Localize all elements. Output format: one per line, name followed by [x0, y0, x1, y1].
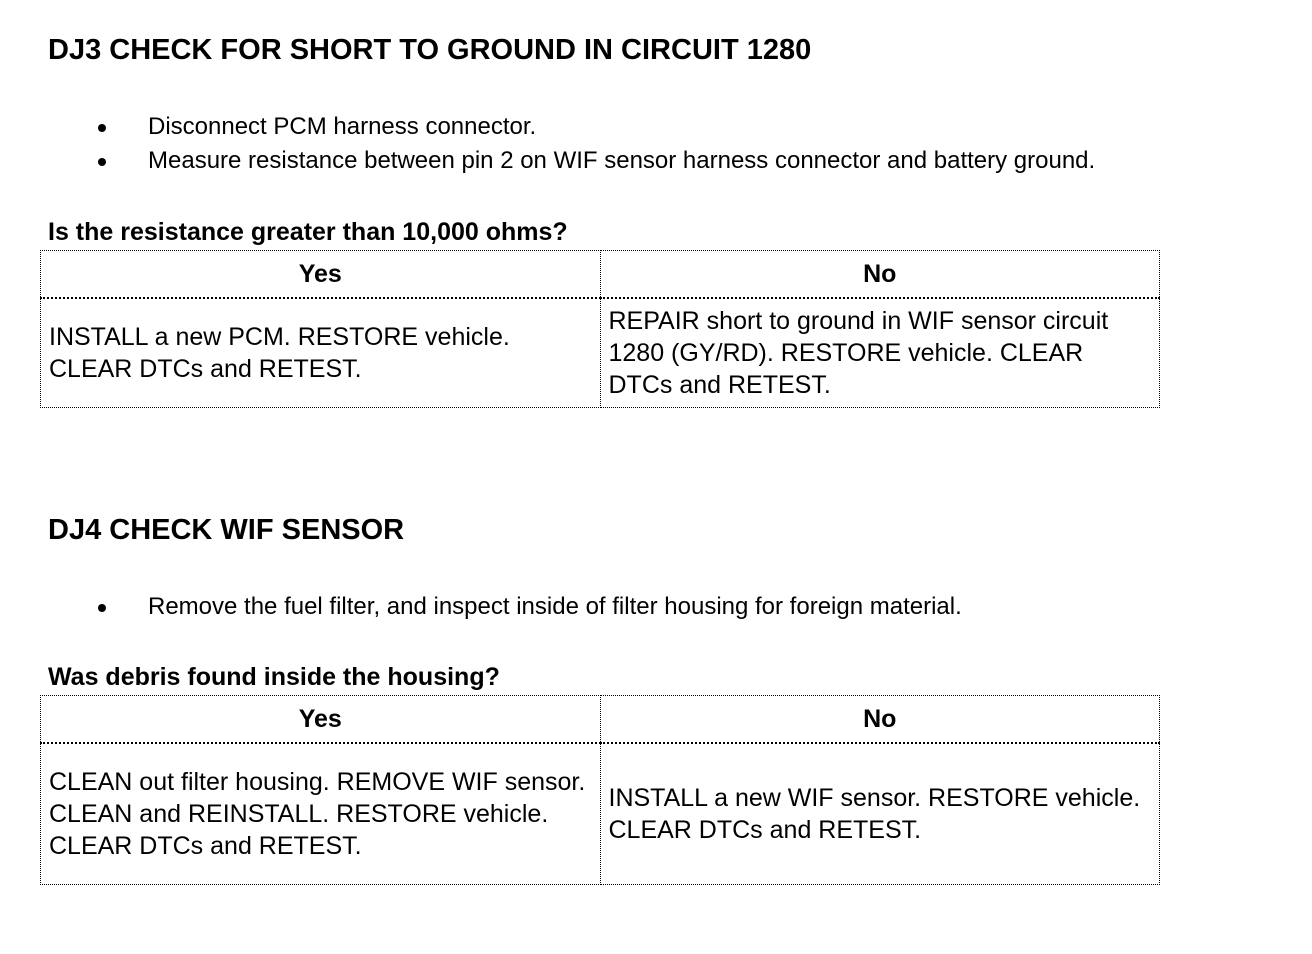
instruction-list-dj4 — [0, 590, 962, 624]
section-title-dj4: DJ4 CHECK WIF SENSOR — [48, 514, 405, 546]
instruction-item — [0, 144, 1095, 178]
bullet-dot-icon — [98, 604, 106, 612]
section-title-dj3: DJ3 CHECK FOR SHORT TO GROUND IN CIRCUIT 1280 — [48, 34, 812, 66]
instruction-text: Disconnect PCM harness connector. — [148, 113, 537, 140]
yes-action-cell: CLEAN out filter housing. REMOVE WIF sensor. CLEAN and REINSTALL. RESTORE vehicle. CLEAR DTCs and RETEST. — [41, 743, 601, 885]
no-header: No — [600, 251, 1160, 299]
instruction-text: Remove the fuel filter, and inspect inside of filter housing for foreign material. — [148, 593, 962, 620]
yes-action-cell: INSTALL a new PCM. RESTORE vehicle. CLEAR DTCs and RETEST. — [41, 298, 601, 408]
decision-table-dj3 — [40, 250, 1160, 408]
instruction-list-dj3 — [0, 110, 1095, 178]
no-action-cell: REPAIR short to ground in WIF sensor circuit 1280 (GY/RD). RESTORE vehicle. CLEAR DTCs and RETEST. — [600, 298, 1160, 408]
no-action-cell: INSTALL a new WIF sensor. RESTORE vehicle. CLEAR DTCs and RETEST. — [600, 743, 1160, 885]
bullet-dot-icon — [98, 158, 106, 166]
question-dj3: Is the resistance greater than 10,000 ohms? — [48, 218, 568, 246]
yes-header: Yes — [41, 696, 601, 744]
no-header: No — [600, 696, 1160, 744]
bullet-dot-icon — [98, 124, 106, 132]
table-header-row — [41, 696, 1160, 744]
question-dj4: Was debris found inside the housing? — [48, 663, 500, 691]
table-row — [41, 743, 1160, 885]
instruction-item — [0, 590, 962, 624]
instruction-text: Measure resistance between pin 2 on WIF sensor harness connector and battery ground. — [148, 147, 1096, 174]
decision-table-dj4 — [40, 695, 1160, 885]
yes-header: Yes — [41, 251, 601, 299]
table-row — [41, 298, 1160, 408]
instruction-item — [0, 110, 1095, 144]
table-header-row — [41, 251, 1160, 299]
